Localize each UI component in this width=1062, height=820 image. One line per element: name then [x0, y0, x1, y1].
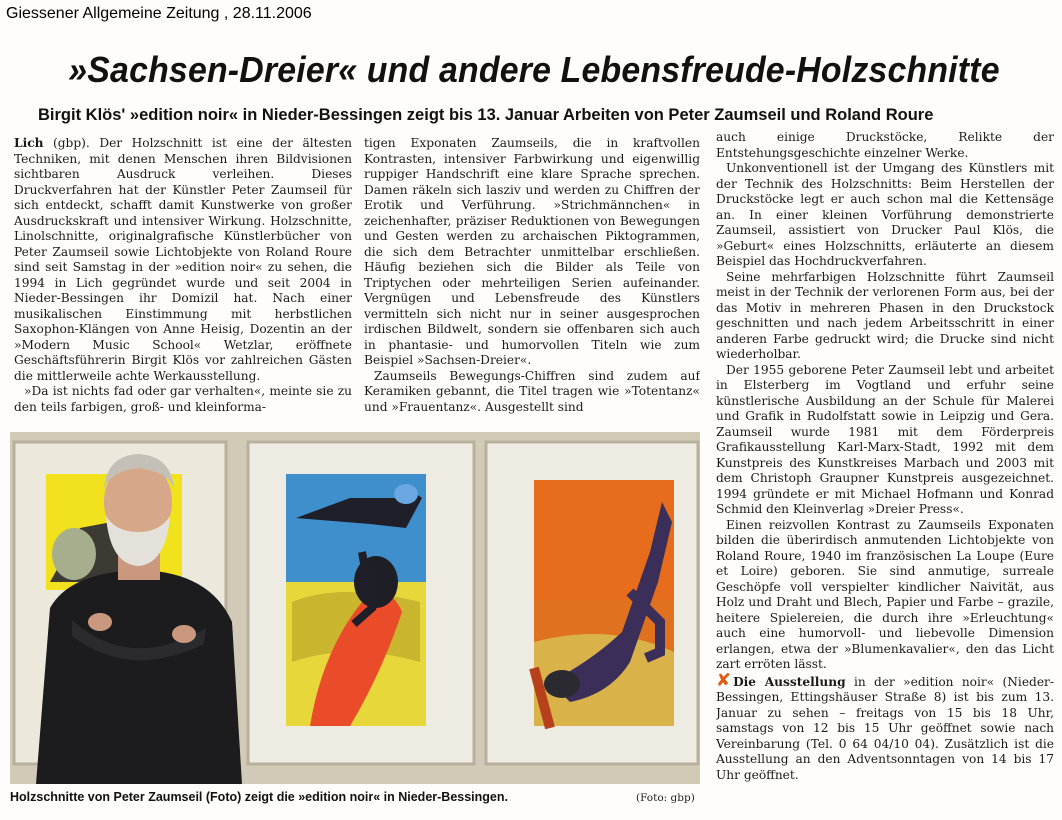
artwork-frame-right	[486, 442, 698, 764]
subheadline: Birgit Klös' »edition noir« in Nieder-Bessingen zeigt bis 13. Januar Arbeiten von Peter Zaumseil und Roland Roure	[38, 106, 934, 124]
photo-credit: (Foto: gbp)	[636, 792, 695, 804]
photo-illustration	[10, 432, 700, 784]
paragraph: Zaumseils Bewegungs-Chiffren sind zudem auf Keramiken gebannt, die Titel tragen wie »Totentanz« und »Frauentanz«. Ausgestellt sind	[364, 368, 700, 414]
paragraph: »Da ist nichts fad oder gar verhalten«, meinte sie zu den teils farbigen, groß- und kleinforma-	[14, 384, 352, 414]
paragraph: Unkonventionell ist der Umgang des Künstlers mit der Technik des Holzschnitts: Beim Herstellen der Druckstöcke legt er auch schon mal die Kettensäge an. In einer kleinen Vorführung demonstrierte Zaumseil, assistiert von Drucker Paul Klös, die »Geburt« eines Holzschnitts, erläuterte an diesem Beispiel das Hochdruckverfahren.	[716, 161, 1054, 268]
article-column-2	[364, 136, 700, 426]
dateline: Lich	[14, 136, 44, 150]
info-lead: Die Ausstellung	[733, 674, 846, 689]
paragraph: tigen Exponaten Zaumseils, die in kraftvollen Kontrasten, intensiver Farbwirkung und eigenwillig ruppiger Handschrift eine klare Sprache sprechen. Damen räkeln sich lasziv und werden zu Chiffren der Erotik und Verführung. »Strichmännchen« in zeichenhafter, präziser Reduktionen von Bewegungen und Gesten werden zu archaischen Piktogrammen, die sich dem Betrachter unmittelbar erschließen. Häufig beziehen sich die Bilder als Teile von Triptychen oder mehrteiligen Serien aufeinander. Vergnügen und Lebensfreude des Künstlers vermitteln sich nicht nur in seiner ausgesprochen irdischen Bildwelt, sondern sie offenbaren sich auch in phantasie- und humorvollen Titeln wie zum Beispiel »Sachsen-Dreier«.	[364, 136, 700, 367]
x-marker-icon: ✘	[716, 669, 732, 691]
photo-caption: Holzschnitte von Peter Zaumseil (Foto) zeigt die »edition noir« in Nieder-Bessingen.	[10, 790, 508, 804]
paragraph: Einen reizvollen Kontrast zu Zaumseils Exponaten bilden die überirdisch anmutenden Lichtobjekte von Roland Roure, 1940 im französischen La Loupe (Eure et Loire) geboren. Sie sind anmutige, surreale Geschöpfe voll verspielter kindlicher Naivität, aus Holz und Draht und Blech, Papier und Farbe – grazile, heitere Spielereien, die durch ihre »Erleuchtung« auch eine humorvoll- und liebevolle Dimension erlangen, etwa der »Blumenkavalier«, den das Licht zart erröten lässt.	[716, 517, 1054, 671]
paragraph	[14, 136, 352, 384]
info-text: in der »edition noir« (Nieder-Bessingen, Ettingshäuser Straße 8) ist bis zum 13. Januar zu sehen – freitags von 15 bis 18 Uhr, samstags von 12 bis 15 Uhr geöffnet sowie nach Vereinbarung (Tel. 0 64 04/10 04). Zusätzlich ist die Ausstellung an den Adventsonntagen von 14 bis 17 Uhr geöffnet.	[716, 674, 1054, 782]
article-column-1	[14, 136, 352, 426]
source-line: Giessener Allgemeine Zeitung , 28.11.2006	[6, 5, 312, 22]
artwork-frame-center	[248, 442, 474, 764]
article-column-3	[716, 130, 1054, 820]
info-box	[716, 669, 1054, 784]
headline: »Sachsen-Dreier« und andere Lebensfreude-Holzschnitte	[68, 49, 1000, 90]
paragraph-text: Der Holzschnitt ist eine der ältesten Techniken, mit denen Menschen ihren Bildvisionen sichtbaren Ausdruck verleihen. Dieses Druckverfahren hat der Künstler Peter Zaumseil für sich entdeckt, schafft damit Kunstwerke von großer Ausdruckskraft und intensiver Wirkung. Holzschnitte, Linolschnitte, originalgrafische Künstlerbücher von Peter Zaumseil sowie Lichtobjekte von Roland Roure sind seit Samstag in der »edition noir« zu sehen, die 1994 in Lich gegründet wurde und seit 2004 in Nieder-Bessingen ihr Domizil hat. Nach einer musikalischen Einstimmung mit herbstlichen Saxophon-Klängen von Anne Heisig, Dozentin an der »Modern Music School« Wetzlar, eröffnete Geschäftsführerin Birgit Klös vor zahlreichen Gästen die mittlerweile achte Werkausstellung.	[14, 136, 352, 383]
paragraph: auch einige Druckstöcke, Relikte der Entstehungsgeschichte einzelner Werke.	[716, 130, 1054, 160]
paragraph: Seine mehrfarbigen Holzschnitte führt Zaumseil meist in der Technik der verlorenen Form aus, bei der das Motiv in mehreren Phasen in den Druckstock geschnitten und nach jedem Arbeitsschritt in einer anderen Farbe gedruckt wird; die Drucke sind nicht wiederholbar.	[716, 269, 1054, 361]
paragraph: Der 1955 geborene Peter Zaumseil lebt und arbeitet in Elsterberg im Vogtland und erfuhr seine künstlerische Ausbildung an der Schule für Malerei und Grafik in Rudolfstatt sowie in Leipzig und Gera. Zaumseil wurde 1981 mit dem Förderpreis Grafikausstellung Karl-Marx-Stadt, 1992 mit dem Kunstpreis des Kunstkreises Marbach und 2003 mit dem Christoph Graupner Kunstpreis ausgezeichnet. 1994 gründete er mit Michael Hofmann und Konrad Schmid den Kleinverlag »Dreier Press«.	[716, 362, 1054, 516]
article-photo	[10, 432, 700, 784]
byline-abbr: (gbp).	[53, 136, 90, 150]
